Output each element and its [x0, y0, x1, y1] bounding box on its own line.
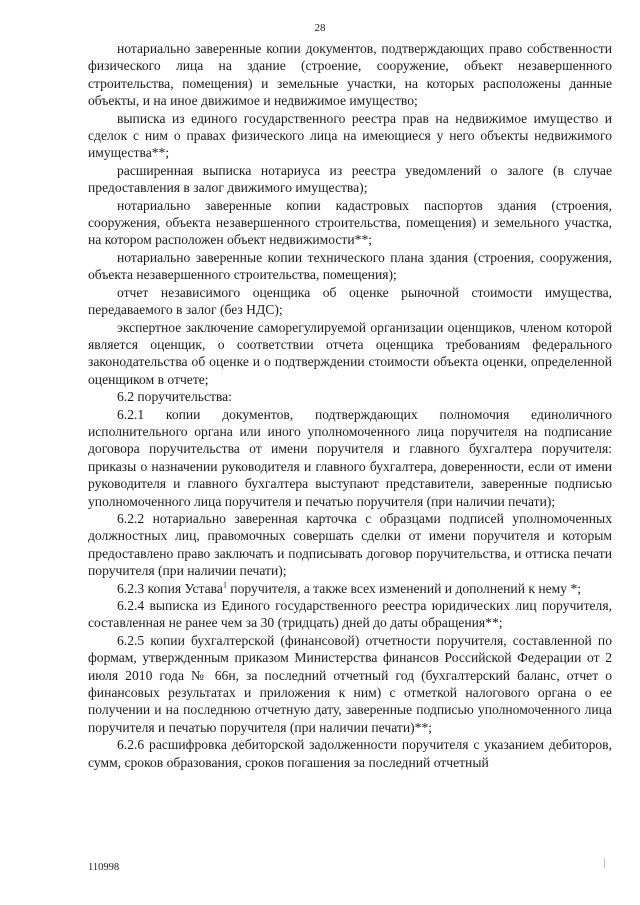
paragraph: нотариально заверенные копии технического плана здания (строения, сооружения, объекта незавершенного строительства, помещения);: [88, 249, 612, 283]
paragraph: выписка из единого государственного реестра прав на недвижимое имущество и сделок с ним о правах физического лица на имеющиеся у него объекты недвижимого имущества**;: [88, 110, 612, 161]
section-heading: 6.2 поручительства:: [117, 389, 232, 405]
paragraph: 6.2.4 выписка из Единого государственного реестра юридических лиц поручителя, составленная не ранее чем за 30 (тридцать) дней до даты обращения**;: [88, 598, 612, 631]
paragraph: 6.2.5 копии бухгалтерской (финансовой) отчетности поручителя, составленной по формам, утвержденным приказом Министерства финансов Российской Федерации от 2 июля 2010 года № 66н, за последний отчетный год (бухгалтерский баланс, отчет о финансовых результатах и приложения к ним) с отметкой налогового органа о ее получении и на последнюю отчетную дату, заверенные подписью уполномоченного лица поручителя и печатью поручителя (при наличии печати)**;: [88, 632, 612, 735]
paragraph: 6.2.6 расшифровка дебиторской задолженности поручителя с указанием дебиторов, сумм, сроков образования, сроков погашения за последний отчетный: [88, 737, 612, 770]
paragraph: экспертное заключение саморегулируемой организации оценщиков, членом которой является оценщик, о соответствии отчета оценщика требованиям федерального законодательства об оценке и о подтверждении стоимости объекта оценки, определенной оценщиком в отчете;: [88, 319, 612, 387]
paragraph: 6.2.2 нотариально заверенная карточка с образцами подписей уполномоченных должностных лиц, правомочных совершать сделки от имени поручителя и которым предоставлено право заключать и подписывать договор поручительства, и оттиска печати поручителя (при наличии печати);: [88, 510, 612, 579]
scan-mark: [604, 858, 605, 868]
charter-text: 6.2.3 копия Устава: [117, 580, 223, 596]
document-body: [88, 40, 612, 771]
footer-code: 110998: [88, 862, 120, 873]
footnote-ref: 1: [222, 580, 227, 590]
paragraph: 6.2.1 копии документов, подтверждающих полномочия единоличного исполнительного органа или иного уполномоченного лица поручителя на подписание договора поручительства от имени поручителя и главного бухгалтера поручителя: приказы о назначении руководителя и главного бухгалтера, доверенности, если от имени руководителя и главного бухгалтера выступают представители, заверенные подписью уполномоченного лица поручителя и печатью поручителя (при наличии печати);: [88, 406, 612, 509]
charter-text-rest: поручителя, а также всех изменений и дополнений к нему *;: [226, 580, 582, 596]
paragraph-charter: [88, 580, 612, 597]
paragraph: нотариально заверенные копии кадастровых паспортов здания (строения, сооружения, объекта незавершенного строительства, помещения) и земельного участка, на котором расположен объект недвижимости**;: [88, 197, 612, 248]
page-number: 28: [314, 22, 326, 34]
paragraph: расширенная выписка нотариуса из реестра уведомлений о залоге (в случае предоставления в залог движимого имущества);: [88, 162, 612, 196]
paragraph: отчет независимого оценщика об оценке рыночной стоимости имущества, передаваемого в залог (без НДС);: [88, 284, 612, 318]
paragraph: нотариально заверенные копии документов, подтверждающих право собственности физического лица на здание (строение, сооружение, объект незавершенного строительства, помещения) и земельные участки, на которых расположены данные объекты, и на иное движимое и недвижимое имущество;: [88, 41, 612, 109]
